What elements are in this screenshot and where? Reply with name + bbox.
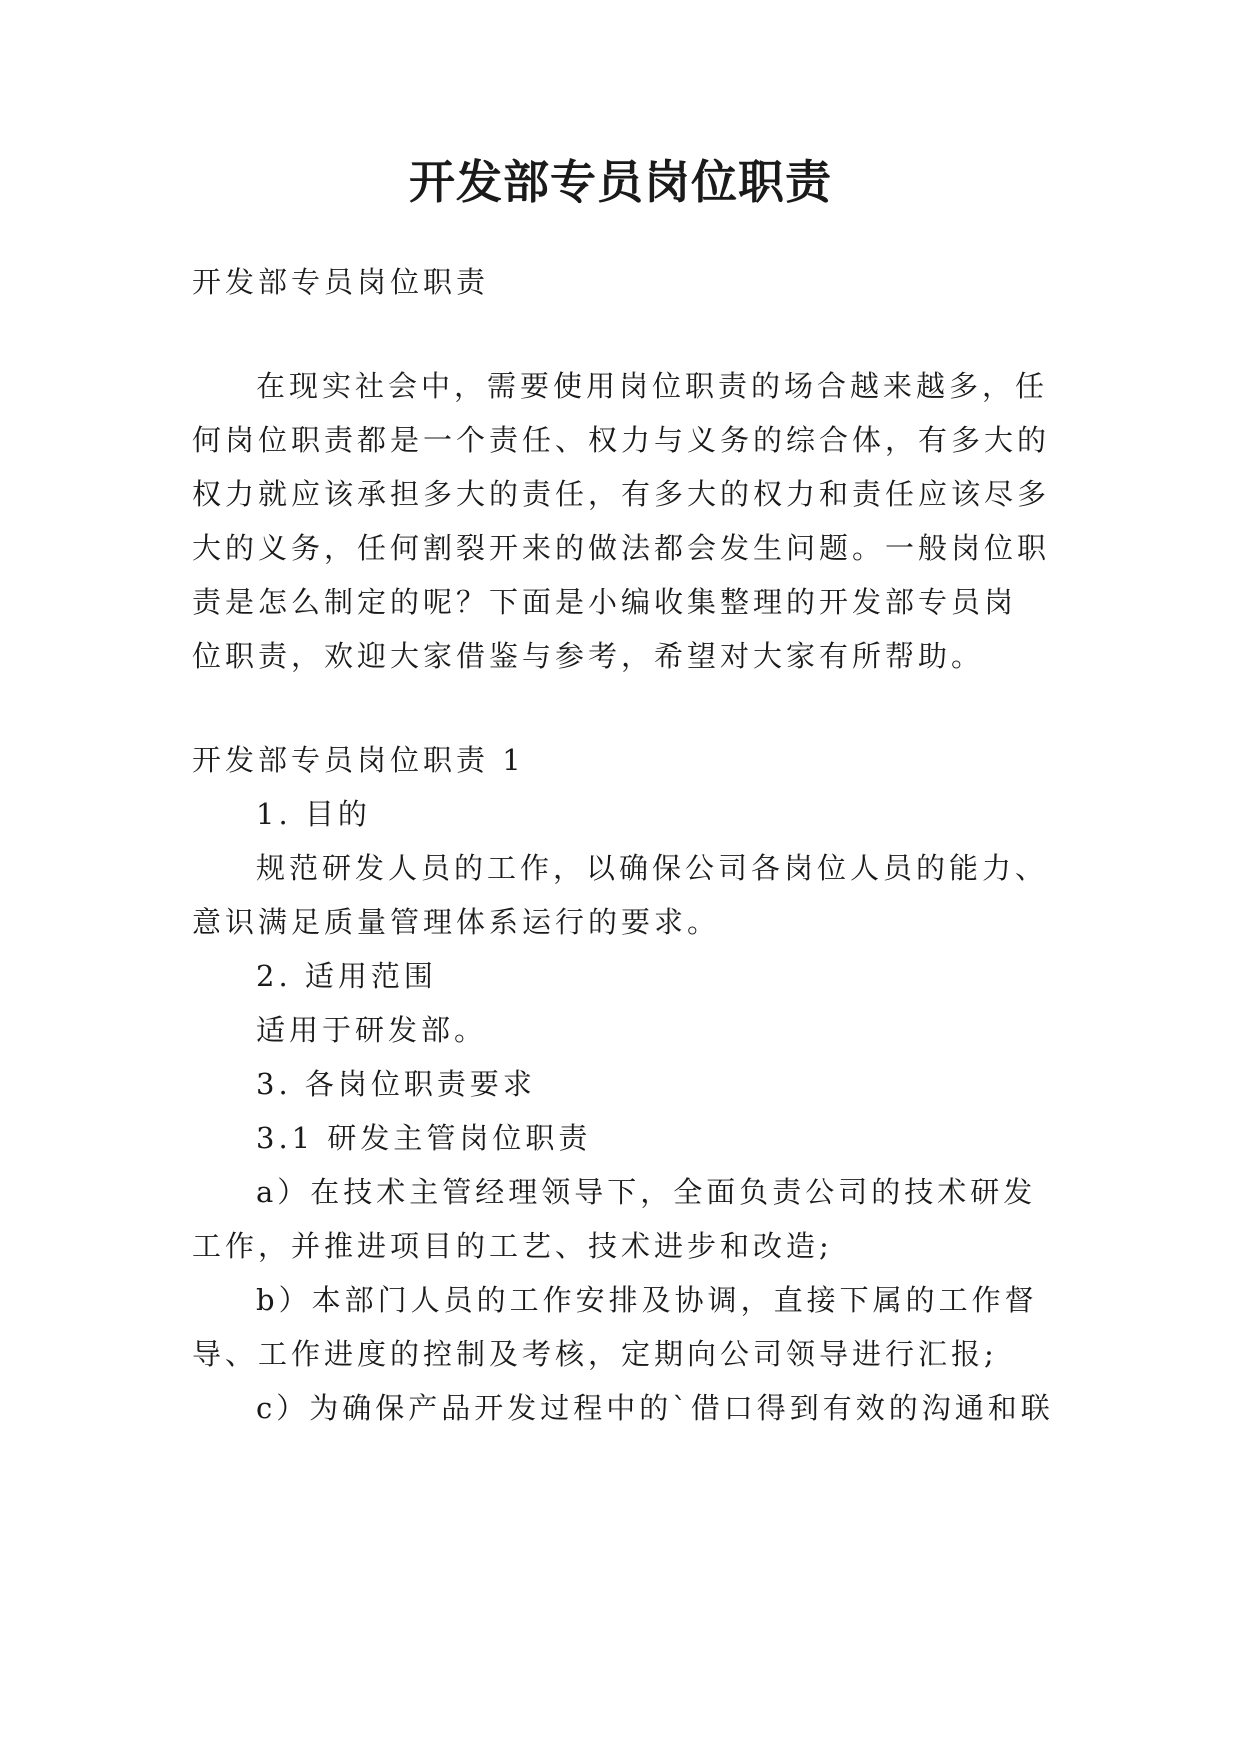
item-2-heading: 2. 适用范围 (256, 959, 437, 993)
document-title: 开发部专员岗位职责 (409, 155, 832, 209)
intro-line-4: 大的义务，任何割裂开来的做法都会发生问题。一般岗位职 (192, 531, 1051, 565)
item-b-line-1: b）本部门人员的工作安排及协调，直接下属的工作督 (256, 1283, 1038, 1317)
item-c-line-1: c）为确保产品开发过程中的`借口得到有效的沟通和联 (256, 1391, 1054, 1425)
item-1-text-line-2: 意识满足质量管理体系运行的要求。 (192, 905, 721, 939)
item-3-heading: 3. 各岗位职责要求 (256, 1067, 536, 1101)
item-1-heading: 1. 目的 (256, 797, 371, 831)
intro-line-3: 权力就应该承担多大的责任，有多大的权力和责任应该尽多 (192, 477, 1051, 511)
intro-line-1: 在现实社会中，需要使用岗位职责的场合越来越多，任 (256, 369, 1049, 403)
section-1-title: 开发部专员岗位职责 1 (192, 743, 525, 777)
item-a-line-1: a）在技术主管经理领导下，全面负责公司的技术研发 (256, 1175, 1037, 1209)
intro-line-5: 责是怎么制定的呢？下面是小编收集整理的开发部专员岗 (192, 585, 1018, 619)
item-2-text: 适用于研发部。 (256, 1013, 488, 1047)
item-3-1-heading: 3.1 研发主管岗位职责 (256, 1121, 592, 1155)
item-b-line-2: 导、工作进度的控制及考核，定期向公司领导进行汇报; (192, 1337, 998, 1371)
intro-line-2: 何岗位职责都是一个责任、权力与义务的综合体，有多大的 (192, 423, 1051, 457)
item-1-text-line-1: 规范研发人员的工作，以确保公司各岗位人员的能力、 (256, 851, 1049, 885)
item-a-line-2: 工作，并推进项目的工艺、技术进步和改造; (192, 1229, 833, 1263)
intro-line-6: 位职责，欢迎大家借鉴与参考，希望对大家有所帮助。 (192, 639, 985, 673)
document-subtitle: 开发部专员岗位职责 (192, 265, 490, 299)
